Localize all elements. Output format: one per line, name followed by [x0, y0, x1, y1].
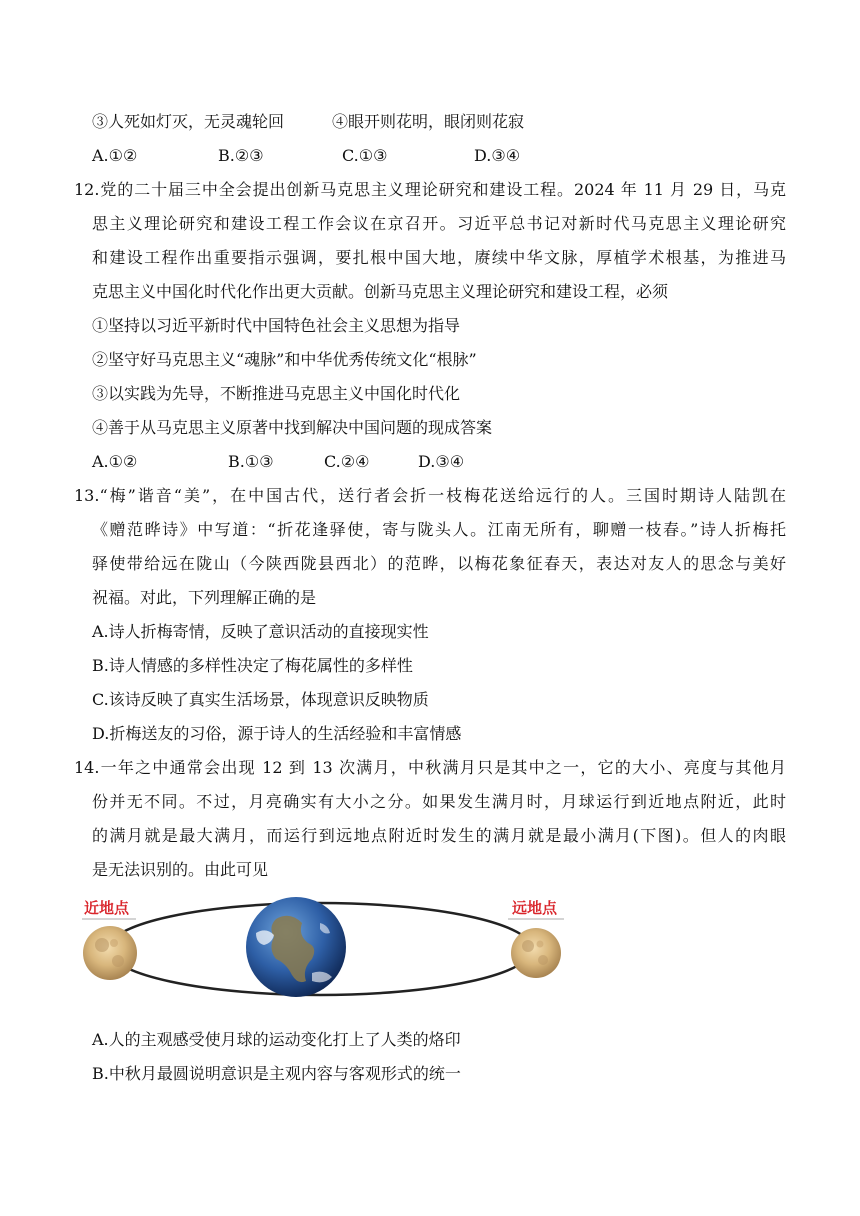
q12-option-a: A.①② [92, 452, 138, 471]
q13-stem-line-3: 驿使带给远在陇山（今陕西陇县西北）的范晔，以梅花象征春天，表达对友人的思念与美好 [92, 554, 786, 573]
q14-option-b: B.中秋月最圆说明意识是主观内容与客观形式的统一 [92, 1064, 461, 1083]
q12-stem-line-1: 12.党的二十届三中全会提出创新马克思主义理论研究和建设工程。2024 年 11 月 29 日，马克 [74, 180, 786, 199]
perigee-moon-image [83, 926, 137, 980]
q14-stem-line-2: 份并无不同。不过，月亮确实有大小之分。如果发生满月时，月球运行到近地点附近，此时 [92, 792, 786, 811]
q11-options [92, 146, 520, 166]
perigee-label: 近地点 [84, 899, 130, 917]
orbit-diagram [80, 889, 566, 1005]
q13-stem-line-1: 13.“梅”谐音“美”，在中国古代，送行者会折一枝梅花送给远行的人。三国时期诗人陆凯在 [74, 486, 786, 505]
q12-stem-line-3: 和建设工程作出重要指示强调，要扎根中国大地，赓续中华文脉，厚植学术根基，为推进马 [92, 248, 786, 267]
q12-item-4: ④善于从马克思主义原著中找到解决中国问题的现成答案 [92, 418, 493, 437]
q12-option-d: D.③④ [418, 452, 465, 471]
moon-orbit-figure [80, 889, 566, 1005]
q14-stem-line-1: 14.一年之中通常会出现 12 到 13 次满月，中秋满月只是其中之一，它的大小、亮度与其他月 [74, 758, 786, 777]
q12-stem-line-4: 克思主义中国化时代化作出更大贡献。创新马克思主义理论研究和建设工程，必须 [92, 282, 669, 301]
q12-option-c: C.②④ [324, 452, 370, 471]
q13-option-a: A.诗人折梅寄情，反映了意识活动的直接现实性 [92, 622, 429, 641]
q13-stem-line-2: 《赠范晔诗》中写道：“折花逢驿使，寄与陇头人。江南无所有，聊赠一枝春。”诗人折梅托 [92, 520, 786, 539]
q12-item-3: ③以实践为先导，不断推进马克思主义中国化时代化 [92, 384, 461, 403]
q13-option-c: C.该诗反映了真实生活场景，体现意识反映物质 [92, 690, 429, 709]
q11-option-c: C.①③ [342, 146, 388, 165]
q11-items-line: ③人死如灯灭，无灵魂轮回 ④眼开则花明，眼闭则花寂 [92, 112, 525, 131]
q14-option-a: A.人的主观感受使月球的运动变化打上了人类的烙印 [92, 1030, 461, 1049]
q11-option-b: B.②③ [218, 146, 264, 165]
q13-stem-line-4: 祝福。对此，下列理解正确的是 [92, 588, 317, 607]
q14-stem-line-4: 是无法识别的。由此可见 [92, 860, 269, 879]
apogee-label: 远地点 [512, 899, 558, 917]
apogee-moon-image [511, 928, 561, 978]
q13-option-d: D.折梅送友的习俗，源于诗人的生活经验和丰富情感 [92, 724, 462, 743]
q13-option-b: B.诗人情感的多样性决定了梅花属性的多样性 [92, 656, 413, 675]
q12-option-b: B.①③ [228, 452, 274, 471]
q12-item-2: ②坚守好马克思主义“魂脉”和中华优秀传统文化“根脉” [92, 350, 477, 369]
q12-item-1: ①坚持以习近平新时代中国特色社会主义思想为指导 [92, 316, 461, 335]
q12-stem-line-2: 思主义理论研究和建设工程工作会议在京召开。习近平总书记对新时代马克思主义理论研究 [92, 214, 786, 233]
q11-option-a: A.①② [92, 146, 138, 165]
earth-image [246, 897, 346, 997]
q14-stem-line-3: 的满月就是最大满月，而运行到远地点附近时发生的满月就是最小满月(下图)。但人的肉眼 [92, 826, 786, 845]
q11-option-d: D.③④ [474, 146, 521, 165]
q12-options [92, 452, 464, 472]
